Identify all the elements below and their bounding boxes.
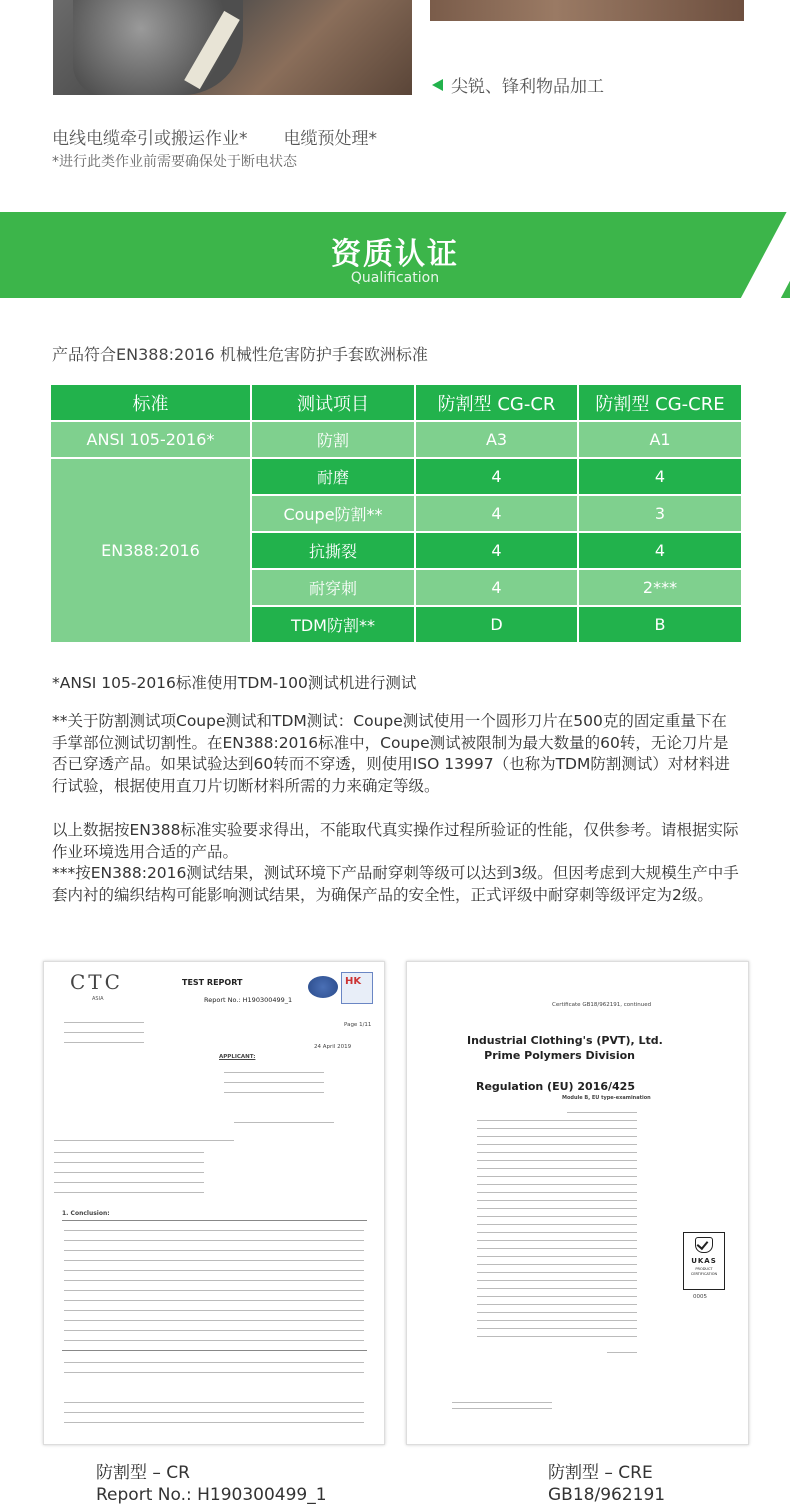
- table-cell: 4: [578, 458, 742, 495]
- table-line: [64, 1280, 364, 1281]
- table-line: [64, 1300, 364, 1301]
- table-line: [64, 1330, 364, 1331]
- text-line: [64, 1422, 364, 1423]
- text-line: [64, 1372, 364, 1373]
- glove-photo-left: [53, 0, 412, 95]
- text-line: [64, 1402, 364, 1403]
- ukas-number: 0005: [693, 1294, 707, 1300]
- table-header: 防割型 CG-CR: [415, 384, 578, 421]
- table-cell: B: [578, 606, 742, 643]
- usage-item: 电缆预处理*: [283, 129, 377, 149]
- regulation-title: Regulation (EU) 2016/425: [475, 1080, 635, 1093]
- ukas-sub: PRODUCT CERTIFICATION: [690, 1267, 718, 1276]
- text-line: [477, 1224, 637, 1225]
- table-cell: ANSI 105-2016*: [50, 421, 251, 458]
- table-cell: 4: [415, 458, 578, 495]
- table-line: [64, 1290, 364, 1291]
- table-cell: 抗撕裂: [251, 532, 415, 569]
- text-line: [477, 1320, 637, 1321]
- text-line: [452, 1402, 552, 1403]
- qualification-table: [49, 383, 743, 644]
- conclusion-label: 1. Conclusion:: [62, 1210, 110, 1217]
- text-line: [477, 1128, 637, 1129]
- text-line: [477, 1264, 637, 1265]
- table-rule: [62, 1220, 367, 1221]
- cert-cr-report-no: Report No.: H190300499_1: [96, 1485, 327, 1505]
- table-cell: D: [415, 606, 578, 643]
- table-cell: EN388:2016: [50, 458, 251, 643]
- text-line: [477, 1288, 637, 1289]
- text-line: [477, 1200, 637, 1201]
- table-line: [64, 1320, 364, 1321]
- applicant-label: APPLICANT:: [219, 1054, 256, 1060]
- report-date: 24 April 2019: [314, 1044, 352, 1050]
- glove-photo-right: [430, 0, 744, 21]
- table-cell: 耐穿刺: [251, 569, 415, 606]
- text-line: [64, 1042, 144, 1043]
- text-line: [54, 1140, 234, 1141]
- ctc-logo-sub: ASIA: [92, 996, 104, 1002]
- section-banner: [0, 212, 790, 298]
- text-line: [477, 1192, 637, 1193]
- banner-title: 资质认证: [331, 237, 459, 272]
- ctc-logo: CTC: [70, 970, 123, 994]
- company-name: Industrial Clothing's (PVT), Ltd.: [467, 1034, 663, 1047]
- table-header: 测试项目: [251, 384, 415, 421]
- text-line: [477, 1144, 637, 1145]
- table-cell: A1: [578, 421, 742, 458]
- table-line: [64, 1250, 364, 1251]
- company-division: Prime Polymers Division: [484, 1049, 635, 1062]
- text-line: [224, 1082, 324, 1083]
- text-line: [567, 1112, 637, 1113]
- text-line: [477, 1184, 637, 1185]
- text-line: [477, 1248, 637, 1249]
- text-line: [477, 1168, 637, 1169]
- text-line: [477, 1216, 637, 1217]
- table-row: [50, 458, 742, 495]
- table-cell: A3: [415, 421, 578, 458]
- text-line: [54, 1182, 204, 1183]
- report-number: Report No.: H190300499_1: [204, 996, 293, 1004]
- note-disclaimer: 以上数据按EN388标准实验要求得出，不能取代真实操作过程所验证的性能，仅供参考。请根据实际作业环境选用合适的产品。: [52, 821, 739, 861]
- ilac-logo-icon: [308, 976, 338, 998]
- text-line: [452, 1408, 552, 1409]
- ukas-text: UKAS: [691, 1257, 717, 1265]
- table-line: [64, 1270, 364, 1271]
- text-line: [64, 1362, 364, 1363]
- cert-cre-caption: 防割型 – CRE: [548, 1463, 653, 1483]
- text-line: [477, 1272, 637, 1273]
- table-cell: 4: [415, 569, 578, 606]
- table-cell: 耐磨: [251, 458, 415, 495]
- text-line: [477, 1152, 637, 1153]
- table-cell: TDM防割**: [251, 606, 415, 643]
- table-header: 防割型 CG-CRE: [578, 384, 742, 421]
- table-line: [64, 1340, 364, 1341]
- table-rule: [62, 1350, 367, 1351]
- text-line: [54, 1162, 204, 1163]
- text-line: [477, 1256, 637, 1257]
- table-line: [64, 1230, 364, 1231]
- cert-header: Certificate GB18/962191, continued: [552, 1002, 652, 1008]
- text-line: [64, 1412, 364, 1413]
- text-line: [64, 1022, 144, 1023]
- bullet-item: [432, 72, 604, 97]
- bullet-text: 尖锐、锋利物品加工: [451, 77, 604, 97]
- text-line: [477, 1208, 637, 1209]
- text-line: [54, 1192, 204, 1193]
- certificate-cre: [406, 961, 749, 1445]
- text-line: [477, 1296, 637, 1297]
- cert-cr-caption: 防割型 – CR: [96, 1463, 190, 1483]
- text-line: [477, 1312, 637, 1313]
- ukas-logo: [683, 1232, 725, 1290]
- text-line: [477, 1136, 637, 1137]
- triangle-bullet-icon: [432, 79, 443, 91]
- table-line: [64, 1310, 364, 1311]
- text-line: [477, 1240, 637, 1241]
- text-line: [224, 1092, 324, 1093]
- usage-note: *进行此类作业前需要确保处于断电状态: [52, 154, 297, 170]
- table-cell: 4: [415, 532, 578, 569]
- text-line: [64, 1032, 144, 1033]
- table-header: 标准: [50, 384, 251, 421]
- text-line: [477, 1232, 637, 1233]
- text-line: [54, 1172, 204, 1173]
- text-line: [224, 1072, 324, 1073]
- text-line: [477, 1160, 637, 1161]
- usage-line: [52, 124, 413, 149]
- text-line: [477, 1304, 637, 1305]
- usage-item: 电线电缆牵引或搬运作业*: [52, 129, 248, 149]
- table-cell: Coupe防割**: [251, 495, 415, 532]
- note-puncture: ***按EN388:2016测试结果，测试环境下产品耐穿刺等级可以达到3级。但因考虑到大规模生产中手套内衬的编织结构可能影响测试结果，为确保产品的安全性，正式评级中耐穿刺等级评定为2级。: [52, 864, 739, 904]
- text-line: [54, 1152, 204, 1153]
- text-line: [477, 1120, 637, 1121]
- table-cell: 4: [415, 495, 578, 532]
- text-line: [477, 1176, 637, 1177]
- text-line: [477, 1328, 637, 1329]
- table-row: [50, 421, 742, 458]
- hkas-logo-icon: HK: [341, 972, 373, 1004]
- cert-cre-number: GB18/962191: [548, 1485, 666, 1505]
- certificate-cr: [43, 961, 385, 1445]
- table-cell: 3: [578, 495, 742, 532]
- text-line: [477, 1336, 637, 1337]
- table-line: [64, 1240, 364, 1241]
- text-line: [234, 1122, 334, 1123]
- text-line: [477, 1280, 637, 1281]
- text-line: [607, 1352, 637, 1353]
- note-ansi: *ANSI 105-2016标准使用TDM-100测试机进行测试: [52, 674, 417, 692]
- report-title: TEST REPORT: [182, 978, 243, 987]
- intro-text: 产品符合EN388:2016 机械性危害防护手套欧洲标准: [52, 345, 428, 364]
- table-line: [64, 1260, 364, 1261]
- table-cell: 4: [578, 532, 742, 569]
- table-cell: 2***: [578, 569, 742, 606]
- table-cell: 防割: [251, 421, 415, 458]
- banner-subtitle: Qualification: [350, 270, 440, 286]
- report-page: Page 1/11: [344, 1022, 372, 1028]
- table-header-row: [50, 384, 742, 421]
- note-coupe-tdm: **关于防割测试项Coupe测试和TDM测试：Coupe测试使用一个圆形刀片在500克的固定重量下在手掌部位测试切割性。在EN388:2016标准中，Coupe测试被限制为最大数量的60转，无论刀片是否已穿透产品。如果试验达到60转而不穿透，则使用ISO 13997（也称为TDM防割测试）对材料进行试验，根据使用直刀片切断材料所需的力来确定等级。: [52, 712, 730, 795]
- module-label: Module B, EU type-examination: [562, 1095, 651, 1101]
